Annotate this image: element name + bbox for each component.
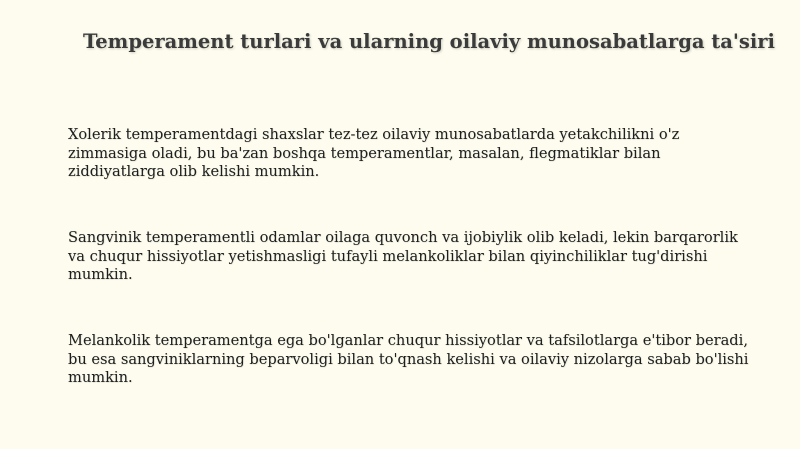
paragraph-choleric: Xolerik temperamentdagi shaxslar tez-tez oilaviy munosabatlarda yetakchilikni o'z zimmasiga oladi, bu ba'zan boshqa temperamentlar, masalan, flegmatiklar bilan ziddiyatlarga olib kelishi mumkin.	[68, 126, 680, 180]
paragraph-melancholic: Melankolik temperamentga ega bo'lganlar chuqur hissiyotlar va tafsilotlarga e'tibor beradi, bu esa sangviniklarning beparvoligi bilan to'qnash kelishi va oilaviy nizolarga sabab bo'lishi mumkin.	[68, 332, 749, 386]
paragraph-sanguine: Sangvinik temperamentli odamlar oilaga quvonch va ijobiylik olib keladi, lekin barqarorlik va chuqur hissiyotlar yetishmasligi tufayli melankoliklar bilan qiyinchiliklar tug'dirishi mumkin.	[68, 229, 738, 283]
slide-title: Temperament turlari va ularning oilaviy munosabatlarga ta'siri	[83, 30, 775, 53]
